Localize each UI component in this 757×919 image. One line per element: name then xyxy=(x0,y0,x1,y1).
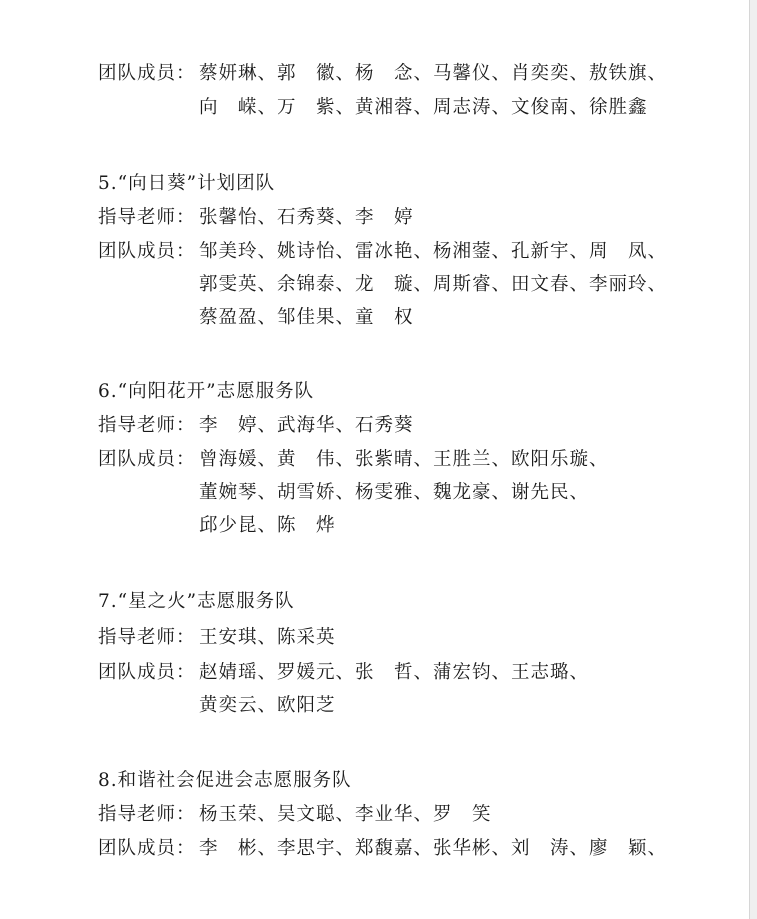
members-label: 团队成员： xyxy=(98,662,196,683)
advisors-names: 王安琪、陈采英 xyxy=(199,627,336,648)
team6-heading: 6.“向阳花开”志愿服务队 xyxy=(98,381,315,402)
members-names: 董婉琴、胡雪娇、杨雯雅、魏龙豪、谢先民、 xyxy=(199,482,590,503)
team7-heading: 7.“星之火”志愿服务队 xyxy=(98,591,295,612)
advisors-names: 李 婷、武海华、石秀葵 xyxy=(199,415,414,436)
members-names: 蔡盈盈、邹佳果、童 权 xyxy=(199,307,414,328)
team5-heading: 5.“向日葵”计划团队 xyxy=(98,173,276,194)
members-label: 团队成员： xyxy=(98,241,196,262)
members-names: 蔡妍琳、郭 徽、杨 念、马馨仪、肖奕奕、敖铁旗、 xyxy=(199,63,668,84)
advisors-label: 指导老师： xyxy=(98,627,196,648)
advisors-names: 张馨怡、石秀葵、李 婷 xyxy=(199,207,414,228)
members-label: 团队成员： xyxy=(98,838,196,859)
team8-heading: 8.和谐社会促进会志愿服务队 xyxy=(98,770,352,791)
members-names: 邹美玲、姚诗怡、雷冰艳、杨湘蓥、孔新宇、周 凤、 xyxy=(199,241,668,262)
advisors-names: 杨玉荣、吴文聪、李业华、罗 笑 xyxy=(199,804,492,825)
members-names: 曾海媛、黄 伟、张紫晴、王胜兰、欧阳乐璇、 xyxy=(199,449,609,470)
members-names: 赵婧瑶、罗媛元、张 哲、蒲宏钧、王志璐、 xyxy=(199,662,590,683)
advisors-label: 指导老师： xyxy=(98,804,196,825)
members-label: 团队成员： xyxy=(98,63,196,84)
members-label: 团队成员： xyxy=(98,449,196,470)
members-names: 邱少昆、陈 烨 xyxy=(199,515,336,536)
members-names: 李 彬、李思宇、郑馥嘉、张华彬、刘 涛、廖 颖、 xyxy=(199,838,668,859)
page-edge xyxy=(749,0,757,919)
members-names: 郭雯英、余锦泰、龙 璇、周斯睿、田文春、李丽玲、 xyxy=(199,274,668,295)
members-names: 黄奕云、欧阳芝 xyxy=(199,695,336,716)
advisors-label: 指导老师： xyxy=(98,415,196,436)
advisors-label: 指导老师： xyxy=(98,207,196,228)
members-names: 向 嵘、万 紫、黄湘蓉、周志涛、文俊南、徐胜鑫 xyxy=(199,97,648,118)
